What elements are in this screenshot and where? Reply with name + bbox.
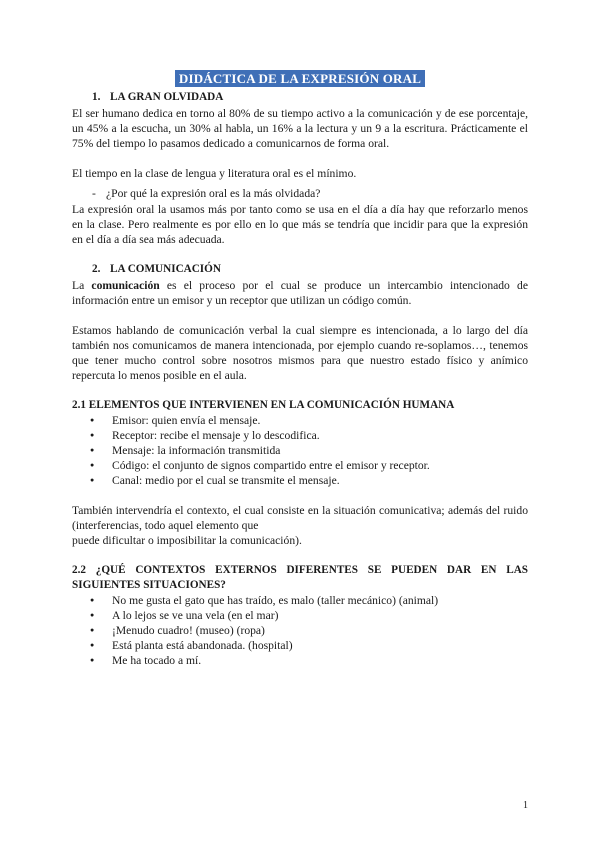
section-1-heading (92, 90, 528, 105)
list-item: ● Código: el conjunto de signos compartido entre el emisor y receptor. (72, 458, 528, 473)
list-item: ● No me gusta el gato que has traído, es malo (taller mecánico) (animal) (72, 593, 528, 608)
list-item: ● Canal: medio por el cual se transmite el mensaje. (72, 473, 528, 488)
section-1-number: 1. (92, 91, 101, 103)
section-1-paragraph-3: La expresión oral la usamos más por tanto como se usa en el día a día hay que reforzarlo menos en la clase. Pero realmente es por ello en lo que más se tendría que incidir para que la expresión en el día a día sea más adecuada. (72, 203, 528, 246)
question-item (72, 186, 528, 201)
section-2-number: 2. (92, 263, 101, 275)
situations-list (72, 593, 528, 668)
list-item: ● ¡Menudo cuadro! (museo) (ropa) (72, 623, 528, 638)
section-1-paragraph-1: El ser humano dedica en torno al 80% de su tiempo activo a la comunicación y de ese porcentaje, un 45% a la escucha, un 30% al habla, un 16% a la lectura y un 9 a la escritura. Prácticamente el 75% del tiempo lo pasamos dedicado a comunicarnos de forma oral. (72, 107, 528, 150)
document-page (72, 70, 528, 668)
para-prefix: La (72, 279, 92, 292)
section-1-paragraph-2: El tiempo en la clase de lengua y literatura oral es el mínimo. (72, 167, 357, 180)
para-rest: es el proceso por el cual se produce un intercambio intencionado de información entre un emisor y un receptor que utilizan un código común. (72, 279, 528, 307)
section-2-paragraph-1 (72, 278, 528, 308)
section-2-title: LA COMUNICACIÓN (110, 263, 221, 275)
question-text: ¿Por qué la expresión oral es la más olvidada? (106, 187, 321, 200)
list-item: ● Receptor: recibe el mensaje y lo descodifica. (72, 428, 528, 443)
list-item: ● Mensaje: la información transmitida (72, 443, 528, 458)
context-paragraph-line-2: puede dificultar o imposibilitar la comunicación). (72, 534, 302, 547)
page-number: 1 (523, 800, 528, 811)
section-2-heading (92, 262, 528, 277)
section-1-title: LA GRAN OLVIDADA (110, 91, 224, 103)
section-2-paragraph-2: Estamos hablando de comunicación verbal la cual siempre es intencionada, a lo largo del día también nos comunicamos de manera intencionada, por ejemplo cuando re-soplamos…, tenemos que tener mucho control sobre nosotros mismos para que nuestro estado físico y anímico repercuta lo menos posible en el aula. (72, 324, 528, 382)
dash-marker: - (92, 187, 96, 200)
bold-term: comunicación (91, 279, 160, 292)
list-item: ● A lo lejos se ve una vela (en el mar) (72, 608, 528, 623)
list-item: ● Emisor: quien envía el mensaje. (72, 413, 528, 428)
document-title: DIDÁCTICA DE LA EXPRESIÓN ORAL (175, 70, 425, 87)
elements-list (72, 413, 528, 488)
section-2-1-heading: 2.1 ELEMENTOS QUE INTERVIENEN EN LA COMUNICACIÓN HUMANA (72, 399, 455, 411)
list-item: ● Me ha tocado a mí. (72, 653, 528, 668)
context-paragraph-line-1: También intervendría el contexto, el cual consiste en la situación comunicativa; además del ruido (interferencias, todo aquel elemento que (72, 504, 528, 532)
section-2-2-heading: 2.2 ¿QUÉ CONTEXTOS EXTERNOS DIFERENTES SE PUEDEN DAR EN LAS SIGUIENTES SITUACIONES? (72, 564, 528, 591)
list-item: ● Está planta está abandonada. (hospital) (72, 638, 528, 653)
